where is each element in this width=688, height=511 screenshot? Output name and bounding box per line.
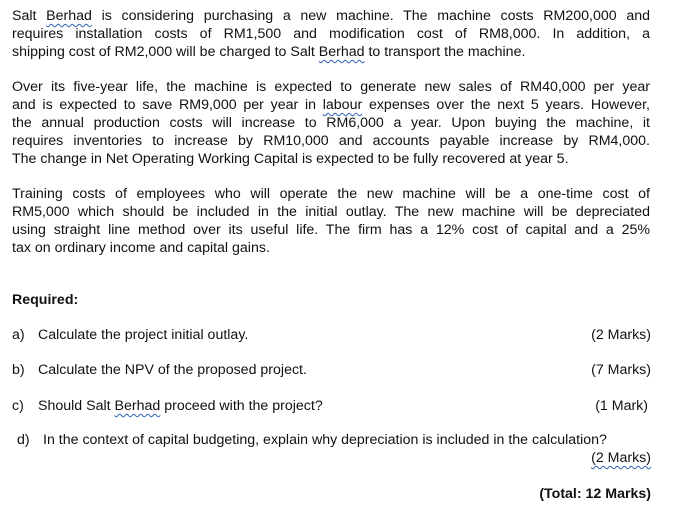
question-text: In the context of capital budgeting, explain why depreciation is included in the calculation? [43,432,607,448]
paragraph-line: RM5,000 which should be included in the initial outlay. The new machine will be depreciated [12,203,650,220]
paragraph-machine-costs [12,8,650,62]
question-marks: (2 Marks) [591,450,651,466]
spellcheck-word: Berhad [318,43,365,60]
paragraph-line: The change in Net Operating Working Capital is expected to be fully recovered at year 5. [12,150,569,167]
question-label: d) [17,432,30,448]
question-marks: (1 Mark) [595,398,648,414]
paragraph-line: tax on ordinary income and capital gains. [12,239,270,256]
paragraph-cash-flows [12,79,650,169]
total-marks: (Total: 12 Marks) [539,486,651,502]
question-text [38,398,323,414]
question-text-after: proceed with the project? [160,398,323,414]
paragraph-training-depreciation [12,186,650,258]
paragraph-line: the annual production costs will increase to RM6,000 a year. Upon buying the machine, it [12,114,650,131]
question-text: Calculate the project initial outlay. [38,327,249,343]
paragraph-line: requires inventories to increase by RM10,000 and accounts payable increase by RM4,000. [12,132,650,149]
question-b [12,362,651,380]
paragraph-line: and is expected to save RM9,000 per year in labour expenses over the next 5 years. However, [12,96,650,113]
question-text-before: Should Salt [38,398,115,414]
question-marks: (2 Marks) [591,327,651,343]
spellcheck-word: Berhad [46,8,92,24]
question-label: a) [12,327,25,343]
required-heading: Required: [12,292,79,308]
paragraph-line: Training costs of employees who will operate the new machine will be a one-time cost of [12,186,650,202]
question-a [12,327,651,345]
paragraph-line: using straight line method over its useful life. The firm has a 12% cost of capital and a 25% [12,221,650,238]
question-marks: (7 Marks) [591,362,651,378]
paragraph-line: Over its five-year life, the machine is expected to generate new sales of RM40,000 per year [12,79,650,95]
paragraph-line: Salt Berhad is considering purchasing a new machine. The machine costs RM200,000 and [12,8,651,24]
question-label: c) [12,398,24,414]
question-label: b) [12,362,25,378]
paragraph-line: shipping cost of RM2,000 will be charged to Salt Berhad to transport the machine. [12,43,526,60]
spellcheck-word: labour [322,96,363,113]
spellcheck-word: Berhad [114,398,161,414]
question-text: Calculate the NPV of the proposed project. [38,362,307,378]
paragraph-line: requires installation costs of RM1,500 and modification cost of RM8,000. In addition, a [12,25,650,42]
question-c [12,398,651,416]
